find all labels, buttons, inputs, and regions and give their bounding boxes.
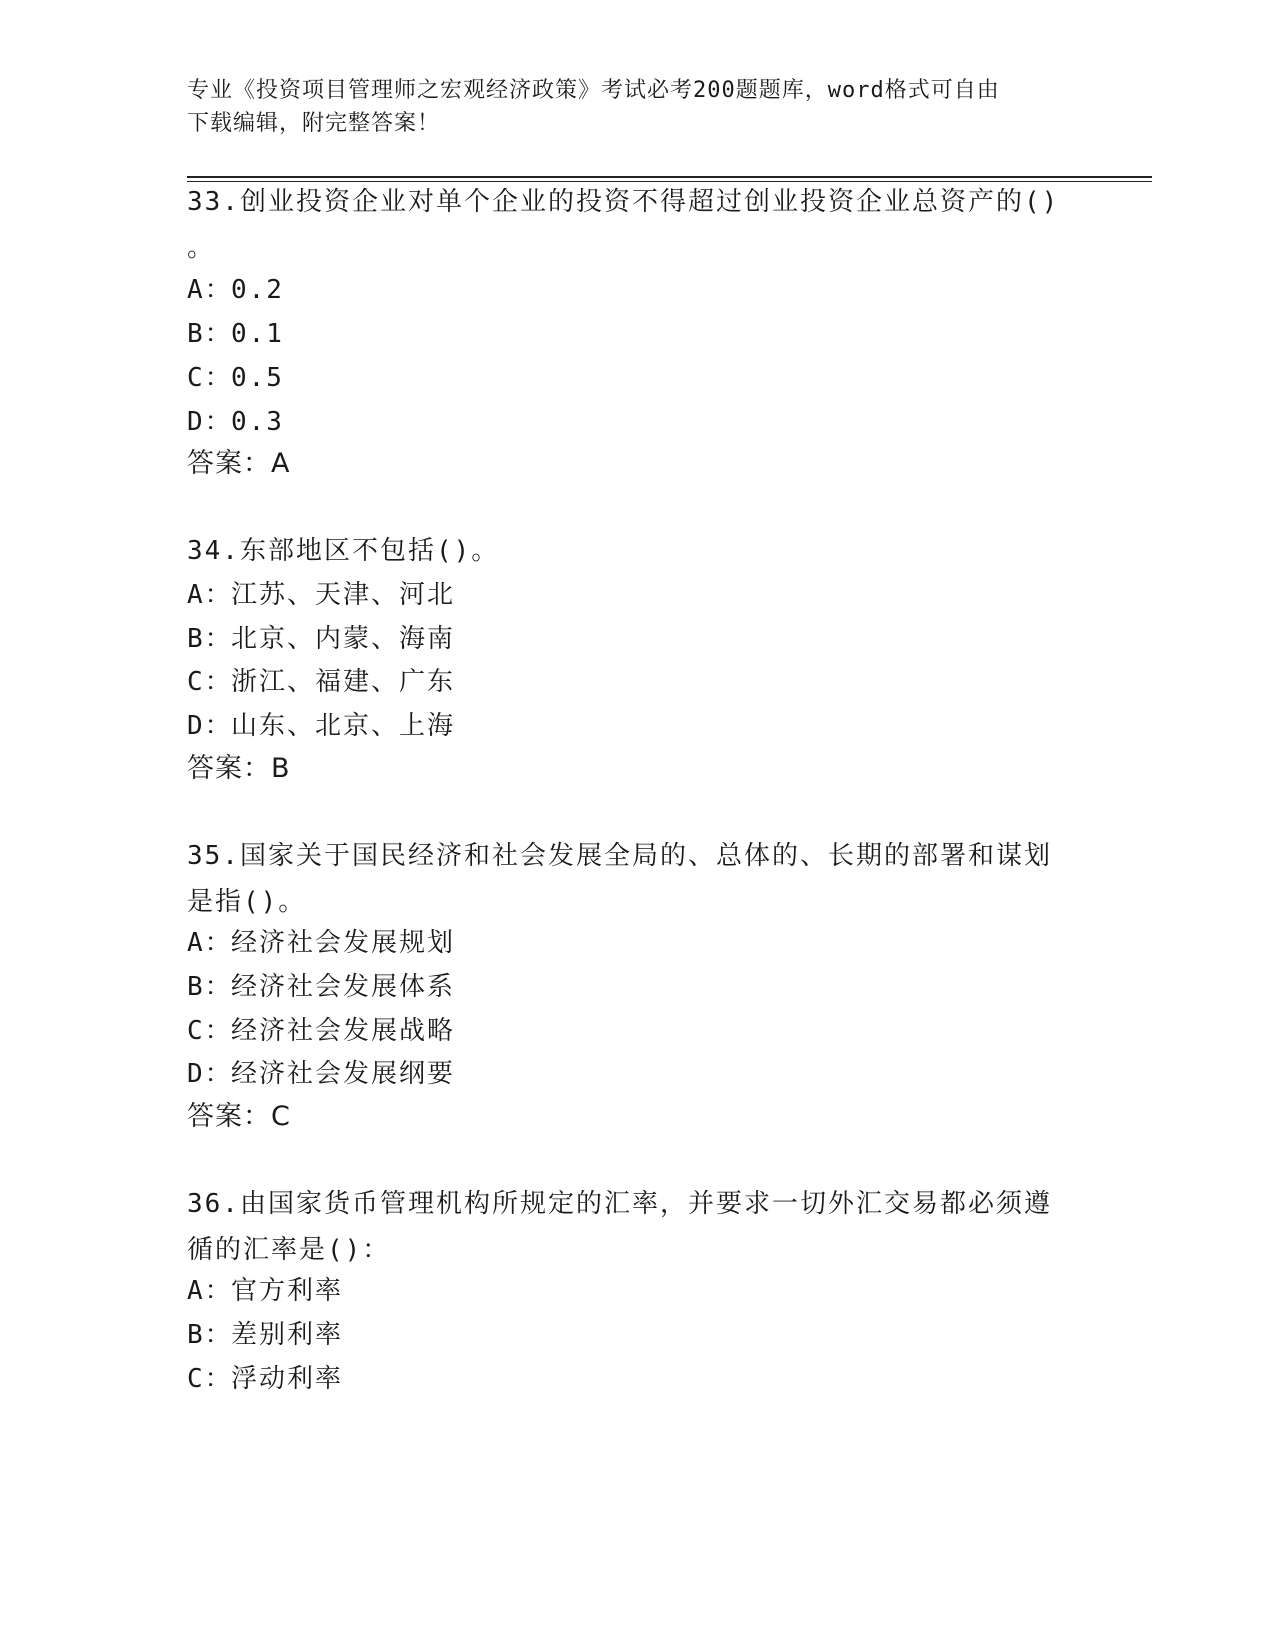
question-34-option-b: B：北京、内蒙、海南 (187, 624, 456, 654)
header-divider-thick (187, 176, 1152, 178)
question-34-option-c: C：浙江、福建、广东 (187, 667, 456, 697)
question-33-option-d: D：0.3 (187, 407, 284, 437)
question-33-option-c: C：0.5 (187, 363, 284, 393)
question-35-option-b: B：经济社会发展体系 (187, 972, 456, 1002)
question-34-option-d: D：山东、北京、上海 (187, 711, 456, 741)
question-34-stem: 34.东部地区不包括()。 (187, 536, 500, 566)
question-33-answer: 答案：A (187, 448, 291, 479)
question-35-stem: 35.国家关于国民经济和社会发展全局的、总体的、长期的部署和谋划 是指()。 (187, 841, 1052, 917)
question-34-answer: 答案：B (187, 753, 291, 784)
question-33-option-b: B：0.1 (187, 319, 284, 349)
question-36-stem: 36.由国家货币管理机构所规定的汇率，并要求一切外汇交易都必须遵 循的汇率是()： (187, 1189, 1052, 1265)
question-34-option-a: A：江苏、天津、河北 (187, 580, 456, 610)
document-header (187, 74, 1067, 140)
question-33-stem: 33.创业投资企业对单个企业的投资不得超过创业投资企业总资产的() 。 (187, 187, 1060, 263)
question-36-option-c: C：浮动利率 (187, 1364, 344, 1394)
header-line-2: 下载编辑，附完整答案！ (187, 111, 441, 136)
question-35-option-d: D：经济社会发展纲要 (187, 1059, 456, 1089)
question-35-option-a: A：经济社会发展规划 (187, 928, 456, 958)
question-33-option-a: A：0.2 (187, 275, 284, 305)
header-line-1: 专业《投资项目管理师之宏观经济政策》考试必考200题题库，word格式可自由 (187, 78, 1000, 103)
question-35-answer: 答案：C (187, 1101, 291, 1132)
question-36-option-b: B：差别利率 (187, 1320, 344, 1350)
question-35-option-c: C：经济社会发展战略 (187, 1016, 456, 1046)
question-36-option-a: A：官方利率 (187, 1276, 344, 1306)
